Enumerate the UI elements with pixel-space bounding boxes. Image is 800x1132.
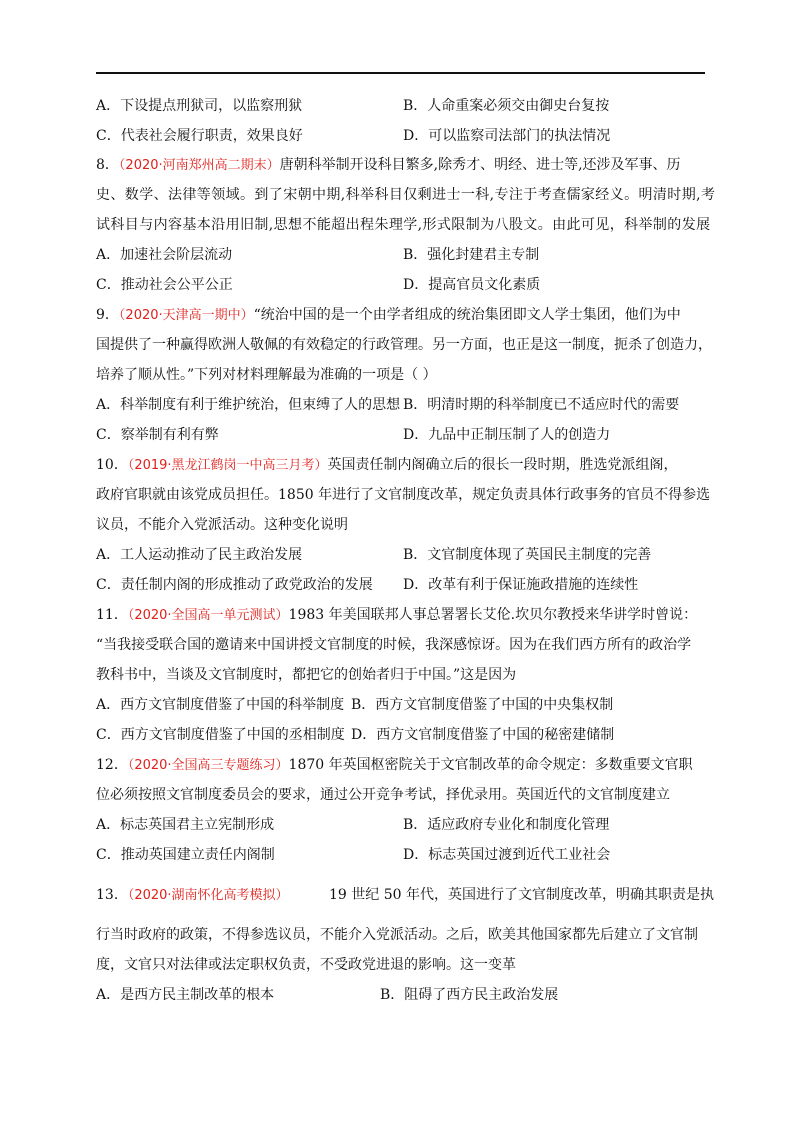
question-number: 11． xyxy=(96,607,128,623)
q13-option-a: A．是西方民主制改革的根本 xyxy=(96,987,275,1003)
q9-stem-line-1 xyxy=(96,305,681,326)
q8-stem-text: 唐朝科举制开设科目繁多,除秀才、明经、进士等,还涉及军事、历 xyxy=(279,157,681,173)
q11-option-c: C．西方文官制度借鉴了中国的丞相制度 xyxy=(96,727,345,743)
q9-option-d: D．九品中正制压制了人的创造力 xyxy=(403,427,611,443)
q8-option-b: B．强化封建君主专制 xyxy=(403,247,540,263)
q7-option-b: B．人命重案必须交由御史台复按 xyxy=(403,98,610,114)
source-tag: （2020·全国高一单元测试） xyxy=(127,608,289,623)
q10-option-b: B．文官制度体现了英国民主制度的完善 xyxy=(403,547,652,563)
q10-stem-line-2: 政府官职就由该党成员担任。1850 年进行了文官制度改革，规定负责具体行政事务的官员不得参选 xyxy=(96,487,711,503)
q8-option-c: C．推动社会公平公正 xyxy=(96,277,233,293)
q12-stem-line-1 xyxy=(96,755,693,776)
q13-stem-line-3: 度，文官只对法律或法定职权负责，不受政党进退的影响。这一变革 xyxy=(96,957,516,973)
q9-stem-line-3: 培养了顺从性。”下列对材料理解最为准确的一项是（ ） xyxy=(96,367,437,383)
source-tag: （2020·全国高三专题练习） xyxy=(127,758,289,773)
question-number: 13． xyxy=(96,887,128,903)
q7-option-a: A．下设提点刑狱司，以监察刑狱 xyxy=(96,98,303,114)
q11-stem-line-2: “当我接受联合国的邀请来中国讲授文官制度的时候，我深感惊讶。因为在我们西方所有的政治学 xyxy=(96,637,692,653)
q11-option-b: B．西方文官制度借鉴了中国的中央集权制 xyxy=(351,697,614,713)
q8-option-d: D．提高官员文化素质 xyxy=(403,277,541,293)
q13-stem-line-1 xyxy=(96,885,289,906)
q7-option-c: C．代表社会履行职责，效果良好 xyxy=(96,128,303,144)
q10-stem-line-1 xyxy=(96,455,678,476)
q10-option-a: A．工人运动推动了民主政治发展 xyxy=(96,547,303,563)
q8-option-a: A．加速社会阶层流动 xyxy=(96,247,233,263)
header-rule xyxy=(96,72,705,74)
source-tag: （2020·天津高一期中） xyxy=(118,308,254,323)
q10-stem-line-3: 议员，不能介入党派活动。这种变化说明 xyxy=(96,517,348,533)
q9-stem-line-2: 国提供了一种赢得欧洲人敬佩的有效稳定的行政管理。另一方面，也正是这一制度，扼杀了创造力， xyxy=(96,337,712,353)
q12-option-b: B．适应政府专业化和制度化管理 xyxy=(403,817,610,833)
q10-option-c: C．责任制内阁的形成推动了政党政治的发展 xyxy=(96,577,373,593)
q11-stem-text: 1983 年美国联邦人事总署署长艾伦.坎贝尔教授来华讲学时曾说： xyxy=(288,607,698,623)
q12-option-d: D．标志英国过渡到近代工业社会 xyxy=(403,847,611,863)
question-number: 8． xyxy=(96,157,119,173)
q13-stem-text: 19 世纪 50 年代，英国进行了文官制度改革，明确其职责是执 xyxy=(329,887,714,903)
question-number: 9． xyxy=(96,307,119,323)
q8-stem-line-1 xyxy=(96,155,681,176)
q12-stem-text: 1870 年英国枢密院关于文官制改革的命令规定：多数重要文官职 xyxy=(288,757,693,773)
source-tag: （2020·湖南怀化高考模拟） xyxy=(127,888,289,903)
q11-option-d: D．西方文官制度借鉴了中国的秘密建储制 xyxy=(351,727,615,743)
q8-stem-line-3: 试科目与内容基本沿用旧制,思想不能超出程朱理学,形式限制为八股文。由此可见，科举制的发展 xyxy=(96,217,711,233)
q12-stem-line-2: 位必须按照文官制度委员会的要求，通过公开竞争考试，择优录用。英国近代的文官制度建立 xyxy=(96,787,670,803)
q9-stem-text: “统治中国的是一个由学者组成的统治集团即文人学士集团，他们为中 xyxy=(253,307,681,323)
source-tag: （2019·黑龙江鹤岗一中高三月考） xyxy=(127,458,328,473)
q9-option-b: B．明清时期的科举制度已不适应时代的需要 xyxy=(403,397,680,413)
q13-stem-line-2: 行当时政府的政策，不得参选议员，不能介入党派活动。之后，欧美其他国家都先后建立了文官制 xyxy=(96,927,698,943)
q9-option-c: C．察举制有利有弊 xyxy=(96,427,219,443)
source-tag: （2020·河南郑州高二期末） xyxy=(118,158,280,173)
q13-option-b: B．阻碍了西方民主政治发展 xyxy=(380,987,559,1003)
q11-stem-line-1 xyxy=(96,605,697,626)
q7-option-d: D．可以监察司法部门的执法情况 xyxy=(403,128,611,144)
q9-option-a: A．科举制度有利于维护统治，但束缚了人的思想 xyxy=(96,397,401,413)
q8-stem-line-2: 史、数学、法律等领域。到了宋朝中期,科举科目仅剩进士一科,专注于考查儒家经义。明清时期,考 xyxy=(96,187,716,203)
q12-option-c: C．推动英国建立责任内阁制 xyxy=(96,847,275,863)
q12-option-a: A．标志英国君主立宪制形成 xyxy=(96,817,275,833)
q10-option-d: D．改革有利于保证施政措施的连续性 xyxy=(403,577,639,593)
q11-stem-line-3: 教科书中，当谈及文官制度时，都把它的创始者归于中国。”这是因为 xyxy=(96,667,517,683)
question-number: 12． xyxy=(96,757,128,773)
q11-option-a: A．西方文官制度借鉴了中国的科举制度 xyxy=(96,697,345,713)
question-number: 10． xyxy=(96,457,128,473)
q10-stem-text: 英国责任制内阁确立后的很长一段时期，胜选党派组阁， xyxy=(327,457,678,473)
